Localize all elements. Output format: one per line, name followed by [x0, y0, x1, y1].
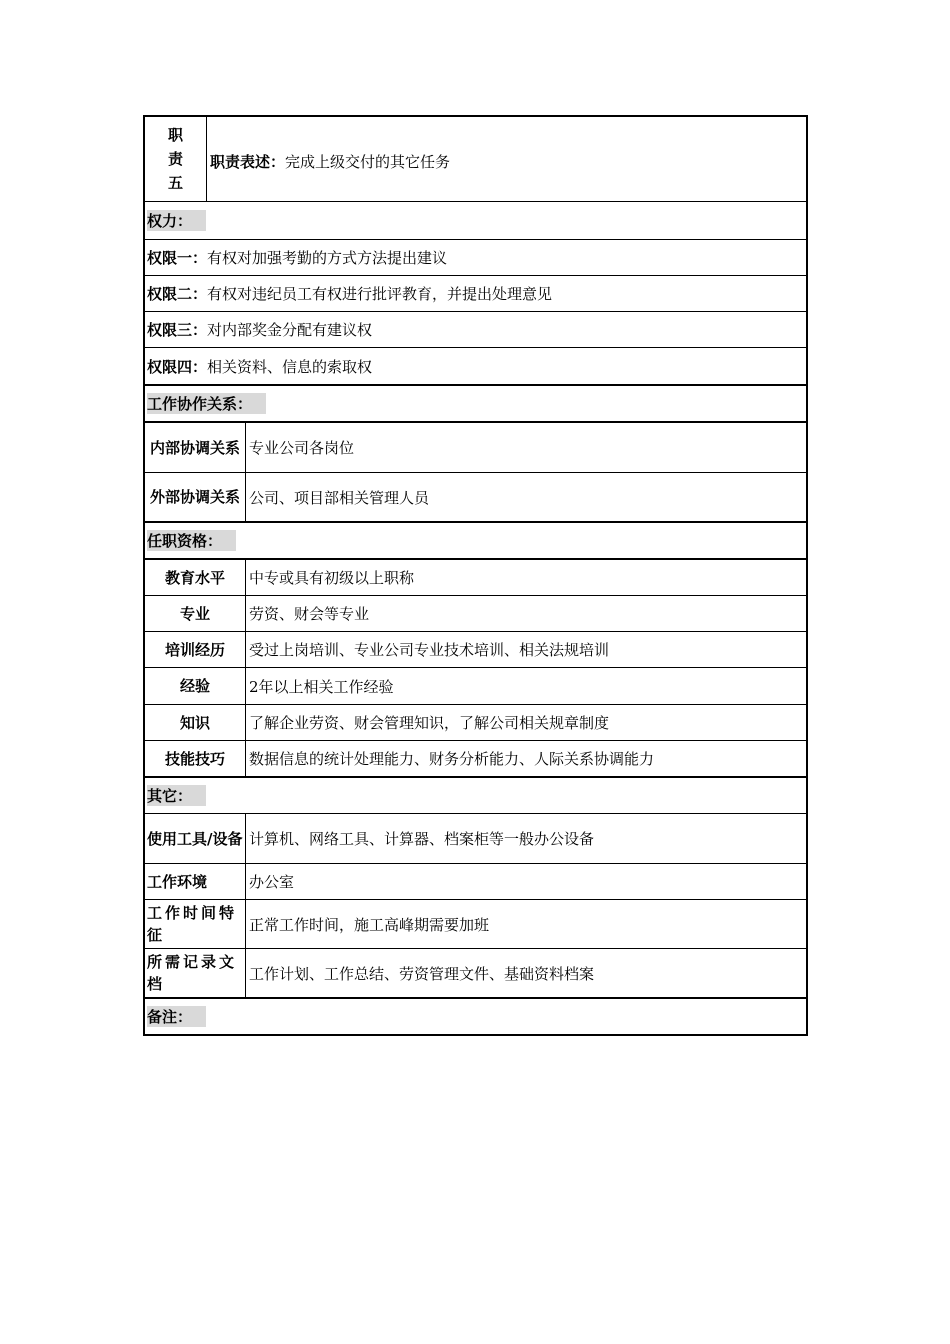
qualification-row [145, 632, 806, 668]
cooperation-header-row [145, 386, 806, 423]
other-label-text: 所需记录文档 [147, 953, 238, 993]
authority-row [145, 240, 806, 276]
duty-label-char: 责 [167, 150, 183, 168]
other-value [246, 949, 806, 997]
other-label-text: 工作环境 [147, 872, 208, 891]
other-row [145, 814, 806, 864]
other-value [246, 900, 806, 948]
authority-row [145, 348, 806, 386]
authority-item [145, 348, 372, 384]
authority-header-text: 权力： [147, 210, 206, 231]
authority-item-text: 相关资料、信息的索取权 [207, 357, 373, 376]
qualification-row [145, 741, 806, 778]
qualification-value-text: 数据信息的统计处理能力、财务分析能力、人际关系协调能力 [249, 750, 655, 768]
qualification-label [145, 741, 246, 776]
authority-item [145, 240, 447, 275]
qualification-label [145, 596, 246, 631]
authority-item-label: 权限二： [147, 285, 208, 303]
qualification-row [145, 668, 806, 705]
qualification-value-text: 受过上岗培训、专业公司专业技术培训、相关法规培训 [249, 641, 610, 659]
other-value-text: 计算机、网络工具、计算器、档案柜等一般办公设备 [249, 830, 595, 848]
other-label-text: 使用工具/设备 [147, 829, 243, 848]
cooperation-value-text: 公司、项目部相关管理人员 [249, 488, 430, 507]
qualification-value [246, 560, 806, 595]
remarks-header-text: 备注： [147, 1006, 206, 1027]
cooperation-label-text: 内部协调关系 [149, 438, 240, 457]
authority-item-label: 权限三： [147, 321, 208, 339]
other-row [145, 900, 806, 949]
qualification-value [246, 596, 806, 631]
other-row [145, 949, 806, 999]
job-description-table [143, 115, 808, 1036]
other-header [145, 778, 206, 813]
other-value-text: 工作计划、工作总结、劳资管理文件、基础资料档案 [249, 964, 595, 983]
other-row [145, 864, 806, 900]
qualification-header [145, 523, 236, 558]
authority-item-text: 对内部奖金分配有建议权 [207, 321, 373, 339]
qualification-label [145, 560, 246, 595]
remarks-header [145, 999, 206, 1034]
qualification-label-text: 经验 [179, 677, 210, 695]
cooperation-header [145, 386, 266, 421]
duty-label-char: 职 [167, 126, 183, 144]
qualification-value [246, 668, 806, 704]
qualification-label [145, 705, 246, 740]
qualification-label-text: 教育水平 [164, 568, 225, 587]
other-label [145, 900, 246, 948]
duty-five-row [145, 117, 806, 202]
qualification-value-text: 中专或具有初级以上职称 [249, 569, 415, 587]
qualification-label [145, 668, 246, 704]
qualification-label-text: 培训经历 [164, 640, 225, 659]
cooperation-row [145, 473, 806, 523]
authority-row [145, 276, 806, 312]
authority-row [145, 312, 806, 348]
qualification-row [145, 596, 806, 632]
authority-item [145, 312, 372, 347]
duty-five-description [207, 117, 806, 201]
authority-item-label: 权限四： [147, 357, 208, 376]
cooperation-header-text: 工作协作关系： [147, 393, 266, 414]
qualification-label-text: 技能技巧 [164, 749, 225, 768]
cooperation-value-text: 专业公司各岗位 [249, 439, 355, 457]
cooperation-row [145, 423, 806, 473]
authority-header [145, 202, 206, 239]
duty-five-label [145, 117, 207, 201]
duty-label-char: 五 [167, 174, 183, 192]
authority-item [145, 276, 552, 311]
qualification-label-text: 专业 [179, 604, 210, 623]
other-label [145, 864, 246, 899]
authority-item-text: 有权对违纪员工有权进行批评教育，并提出处理意见 [207, 285, 553, 303]
other-header-row [145, 778, 806, 814]
qualification-label-text: 知识 [179, 713, 210, 732]
qualification-value [246, 632, 806, 667]
cooperation-label [145, 473, 246, 521]
other-value-text: 办公室 [249, 873, 295, 891]
duty-description-text: 完成上级交付的其它任务 [285, 153, 451, 171]
qualification-value [246, 705, 806, 740]
cooperation-value [246, 473, 806, 521]
duty-description-label: 职责表述： [210, 153, 286, 171]
qualification-label [145, 632, 246, 667]
authority-item-label: 权限一： [147, 249, 208, 267]
authority-item-text: 有权对加强考勤的方式方法提出建议 [207, 249, 448, 267]
authority-header-row [145, 202, 806, 240]
qualification-value [246, 741, 806, 776]
qualification-value-text: 了解企业劳资、财会管理知识，了解公司相关规章制度 [249, 714, 610, 732]
other-header-text: 其它： [147, 785, 206, 806]
cooperation-label-text: 外部协调关系 [149, 488, 240, 506]
other-value [246, 864, 806, 899]
other-value-text: 正常工作时间，施工高峰期需要加班 [249, 915, 490, 934]
cooperation-value [246, 423, 806, 472]
other-label [145, 949, 246, 997]
qualification-row [145, 705, 806, 741]
cooperation-label [145, 423, 246, 472]
other-label [145, 814, 246, 863]
other-label-text: 工作时间特征 [147, 904, 238, 944]
qualification-header-row [145, 523, 806, 560]
qualification-value-text: 劳资、财会等专业 [249, 605, 370, 623]
qualification-row [145, 560, 806, 596]
qualification-value-text: 2年以上相关工作经验 [249, 677, 394, 696]
remarks-row [145, 999, 806, 1034]
qualification-header-text: 任职资格： [147, 530, 236, 551]
other-value [246, 814, 806, 863]
